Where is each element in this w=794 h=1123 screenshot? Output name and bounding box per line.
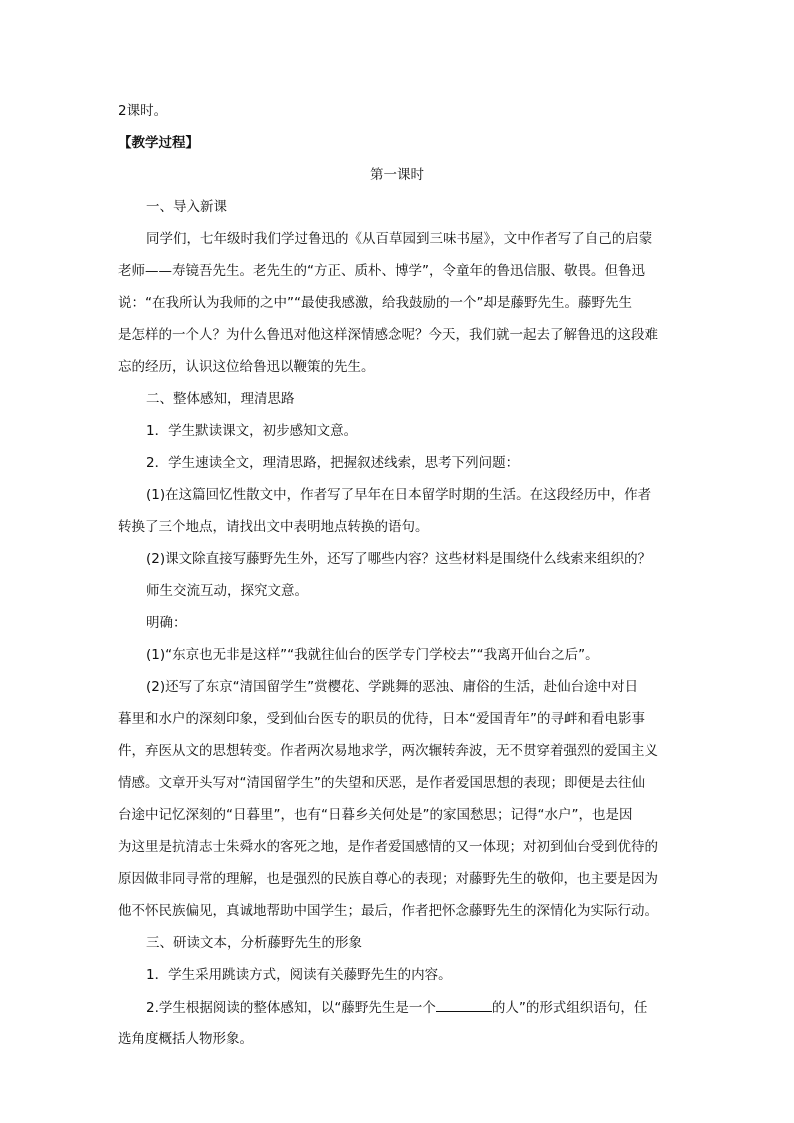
text-segment: 2.学生根据阅读的整体感知，以“藤野先生是一个 bbox=[146, 1000, 436, 1016]
text-line: 忘的经历，认识这位给鲁迅以鞭策的先生。 bbox=[118, 359, 375, 375]
text-line: (2)还写了东京“清国留学生”赏樱花、学跳舞的恶浊、庸俗的生活，赴仙台途中对日 bbox=[146, 679, 639, 695]
text-line: 他不怀民族偏见，真诚地帮助中国学生；最后，作者把怀念藤野先生的深情化为实际行动。 bbox=[118, 903, 658, 919]
text-line: 师生交流互动，探究文意。 bbox=[146, 583, 308, 599]
text-line: 1．学生默读课文，初步感知文意。 bbox=[146, 423, 358, 439]
text-line: (1)在这篇回忆性散文中，作者写了早年在日本留学时期的生活。在这段经历中，作者 bbox=[146, 487, 652, 503]
section-heading: 二、整体感知，理清思路 bbox=[146, 391, 295, 407]
text-line: 为这里是抗清志士朱舜水的客死之地，是作者爱国感情的又一体现；对初到仙台受到优待的 bbox=[118, 839, 658, 855]
text-line: 台途中记忆深刻的“日暮里”，也有“日暮乡关何处是”的家国愁思；记得“水户”，也是因 bbox=[118, 807, 633, 823]
text-segment: 的人”的形式组织语句，任 bbox=[491, 1000, 648, 1016]
fill-in-blank bbox=[436, 997, 492, 1012]
text-line: 件，弃医从文的思想转变。作者两次易地求学，两次辗转奔波，无不贯穿着强烈的爱国主义 bbox=[118, 743, 658, 759]
text-line: (2)课文除直接写藤野先生外，还写了哪些内容？这些材料是围绕什么线索来组织的？ bbox=[146, 551, 652, 567]
text-line: 是怎样的一个人？为什么鲁迅对他这样深情感念呢？今天，我们就一起去了解鲁迅的这段难 bbox=[118, 327, 658, 343]
section-heading: 一、导入新课 bbox=[146, 199, 227, 215]
lesson-title: 第一课时 bbox=[370, 167, 424, 183]
text-line: 老师——寿镜吾先生。老先生的“方正、质朴、博学”，令童年的鲁迅信服、敬畏。但鲁迅 bbox=[118, 263, 645, 279]
text-line: 同学们，七年级时我们学过鲁迅的《从百草园到三味书屋》，文中作者写了自己的启蒙 bbox=[146, 231, 653, 247]
text-line: 选角度概括人物形象。 bbox=[118, 1031, 253, 1047]
text-line: 1．学生采用跳读方式，阅读有关藤野先生的内容。 bbox=[146, 967, 452, 983]
text-line: 原因做非同寻常的理解，也是强烈的民族自尊心的表现；对藤野先生的敬仰，也主要是因为 bbox=[118, 871, 658, 887]
text-line bbox=[146, 997, 647, 1018]
text-line: 情感。文章开头写对“清国留学生”的失望和厌恶，是作者爱国思想的表现；即便是去往仙 bbox=[118, 775, 645, 791]
text-line: 转换了三个地点，请找出文中表明地点转换的语句。 bbox=[118, 519, 429, 535]
text-line: 2课时。 bbox=[118, 103, 168, 119]
section-heading: 三、研读文本，分析藤野先生的形象 bbox=[146, 935, 362, 951]
text-line: 说：“在我所认为我师的之中”“最使我感激，给我鼓励的一个”却是藤野先生。藤野先生 bbox=[118, 295, 632, 311]
text-line: (1)“东京也无非是这样”“我就往仙台的医学专门学校去”“我离开仙台之后”。 bbox=[146, 647, 599, 663]
section-heading: 【教学过程】 bbox=[118, 135, 199, 151]
text-line: 暮里和水户的深刻印象，受到仙台医专的职员的优待，日本“爱国青年”的寻衅和看电影事 bbox=[118, 711, 645, 727]
text-line: 明确： bbox=[146, 615, 187, 631]
text-line: 2．学生速读全文，理清思路，把握叙述线索，思考下列问题： bbox=[146, 455, 520, 471]
